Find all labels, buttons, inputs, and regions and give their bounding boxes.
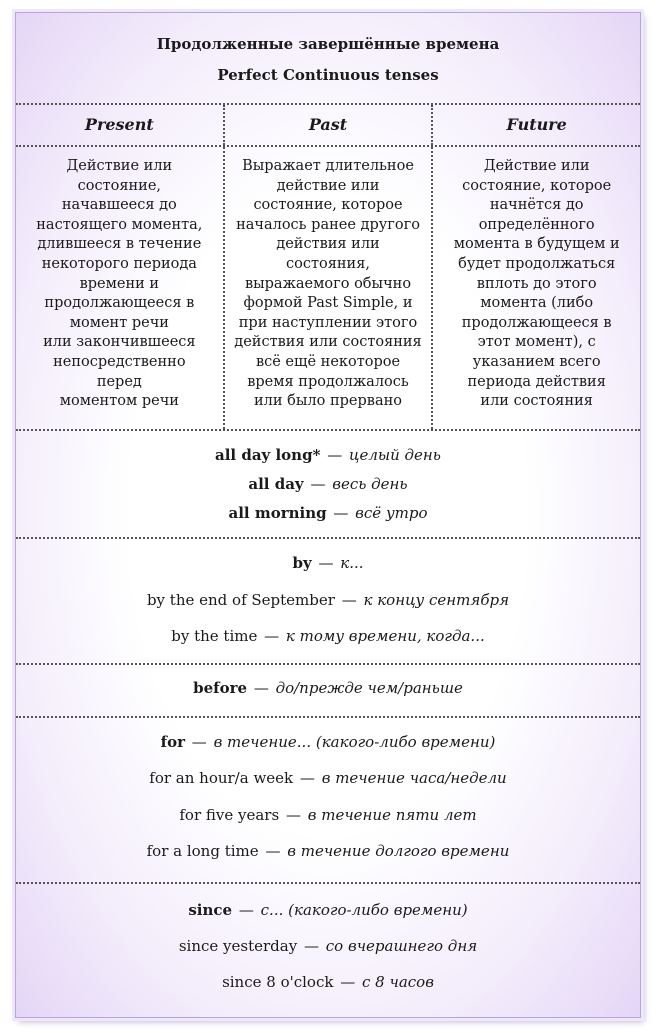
- marker-word: since: [188, 901, 233, 919]
- tense-card: [15, 12, 641, 1018]
- list-item: [16, 446, 640, 464]
- description-present: Действие или состояние, начавшееся до настоящего момента, длившееся в течение некоторого периода времени и продолжающееся в момент речи или закончившееся непосредственно перед моментом речи: [16, 147, 225, 429]
- list-item: [16, 733, 640, 751]
- dash: —: [304, 937, 319, 955]
- list-item: [16, 679, 640, 697]
- dash: —: [191, 733, 207, 751]
- marker-word: for a long time: [146, 842, 259, 860]
- header-past: Past: [225, 105, 434, 145]
- list-item: [16, 475, 640, 493]
- list-item: [16, 627, 640, 645]
- dash: —: [253, 679, 269, 697]
- title-russian: Продолженные завершённые времена: [156, 35, 500, 53]
- list-item: [16, 504, 640, 522]
- time-markers-all-day: [16, 431, 640, 539]
- marker-translation: в течение... (какого-либо времени): [213, 733, 496, 751]
- marker-word: since yesterday: [178, 937, 298, 955]
- dash: —: [299, 769, 315, 787]
- list-item: [16, 806, 640, 824]
- dash: —: [341, 591, 357, 609]
- description-future: Действие или состояние, которое начнётся до определённого момента в будущем и будет продолжаться вплоть до этого момента (либо продолжающееся в этот момент), с указанием всего периода действия или состояния: [453, 158, 620, 410]
- marker-word: all morning: [228, 504, 327, 522]
- time-markers-before: [16, 665, 640, 718]
- list-item: [16, 591, 640, 609]
- marker-translation: к концу сентября: [363, 591, 510, 609]
- description-past: Выражает длительное действие или состояние, которое началось ранее другого действия или состояния, выражаемого обычно формой Past Simple, и при наступлении этого действия или состояния всё ещё некоторое время продолжалось или было прервано: [225, 147, 434, 429]
- marker-word: by: [292, 554, 312, 572]
- time-markers-by: [16, 539, 640, 665]
- marker-translation: всё утро: [355, 504, 428, 522]
- list-item: [16, 554, 640, 572]
- marker-translation: с... (какого-либо времени): [260, 901, 468, 919]
- marker-word: for an hour/a week: [149, 769, 294, 787]
- marker-translation: до/прежде чем/раньше: [275, 679, 463, 697]
- marker-word: by the end of September: [146, 591, 335, 609]
- dash: —: [264, 627, 280, 645]
- list-item: [16, 973, 640, 991]
- marker-translation: с 8 часов: [362, 973, 434, 991]
- descriptions: [16, 147, 640, 431]
- column-headers: [16, 105, 640, 147]
- list-item: [16, 769, 640, 787]
- dash: —: [327, 446, 343, 464]
- marker-word: all day: [248, 475, 304, 493]
- dash: —: [340, 973, 356, 991]
- title-block: [16, 13, 640, 105]
- marker-word: before: [193, 679, 248, 697]
- header-future: Future: [506, 115, 567, 134]
- marker-translation: целый день: [349, 446, 441, 464]
- dash: —: [310, 475, 326, 493]
- list-item: [16, 901, 640, 919]
- dash: —: [265, 842, 281, 860]
- marker-word: for five years: [179, 806, 280, 824]
- marker-translation: в течение долгого времени: [287, 842, 510, 860]
- dash: —: [238, 901, 254, 919]
- header-present: Present: [16, 105, 225, 145]
- time-markers-since: [16, 884, 640, 1017]
- marker-translation: в течение пяти лет: [307, 806, 477, 824]
- dash: —: [318, 554, 334, 572]
- time-markers-for: [16, 718, 640, 884]
- marker-translation: в течение часа/недели: [321, 769, 507, 787]
- marker-translation: весь день: [332, 475, 408, 493]
- dash: —: [285, 806, 301, 824]
- marker-word: since 8 o'clock: [222, 973, 334, 991]
- marker-translation: к тому времени, когда...: [285, 627, 485, 645]
- title-english: Perfect Continuous tenses: [217, 66, 439, 84]
- marker-word: all day long*: [215, 446, 321, 464]
- dash: —: [333, 504, 349, 522]
- marker-word: by the time: [171, 627, 258, 645]
- list-item: [16, 937, 640, 955]
- marker-translation: к...: [340, 554, 364, 572]
- list-item: [16, 842, 640, 860]
- marker-translation: со вчерашнего дня: [325, 937, 478, 955]
- marker-word: for: [160, 733, 185, 751]
